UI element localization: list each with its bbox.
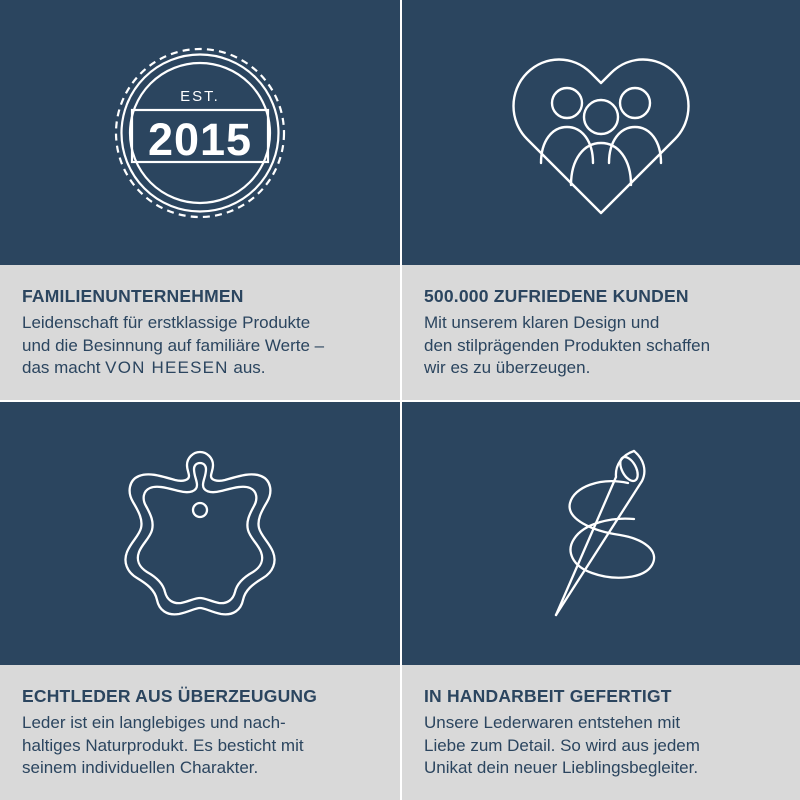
feature-title-family-business: FAMILIENUNTERNEHMEN <box>22 286 244 306</box>
body-line-1: Unsere Lederwaren entstehen mit <box>424 713 681 733</box>
feature-cell-genuine-leather <box>0 400 400 800</box>
feature-body-handmade <box>424 712 778 780</box>
badge-year-label: 2015 <box>147 113 253 165</box>
feature-cell-happy-customers <box>400 0 800 400</box>
feature-title-happy-customers: 500.000 ZUFRIEDENE KUNDEN <box>424 286 689 306</box>
feature-body-family-business <box>22 312 378 380</box>
feature-title-genuine-leather: ECHTLEDER AUS ÜBERZEUGUNG <box>22 686 318 706</box>
feature-cell-handmade <box>400 400 800 800</box>
body-line-3: seinem individuellen Charakter. <box>22 758 259 778</box>
body-line-2: und die Besinnung auf familiäre Werte – <box>22 335 325 355</box>
body-line-3: Unikat dein neuer Lieblingsbegleiter. <box>424 758 699 778</box>
body-line-3: wir es zu überzeugen. <box>424 358 591 378</box>
heart-with-people-icon <box>501 45 701 220</box>
body-line-2: Liebe zum Detail. So wird aus jedem <box>424 735 700 755</box>
needle-and-thread-icon <box>516 439 686 629</box>
body-line-2: den stilprägenden Produkten schaffen <box>424 335 711 355</box>
feature-body-genuine-leather <box>22 712 378 780</box>
brand-name: VON HEESEN <box>105 358 229 378</box>
leather-hide-tag-icon <box>105 444 295 624</box>
body-line-1: Leder ist ein langlebiges und nach- <box>22 713 286 733</box>
icon-area-happy-customers <box>400 0 800 265</box>
icon-area-family-business <box>0 0 400 265</box>
feature-cell-family-business <box>0 0 400 400</box>
feature-title-handmade: IN HANDARBEIT GEFERTIGT <box>424 686 672 706</box>
icon-area-genuine-leather <box>0 400 400 665</box>
body-line-3-post: aus. <box>228 358 266 378</box>
feature-body-happy-customers <box>424 312 778 380</box>
badge-est-label: EST. <box>180 87 220 105</box>
icon-area-handmade <box>400 400 800 665</box>
body-line-3-pre: das macht <box>22 358 106 378</box>
est-2015-badge-icon <box>105 38 295 228</box>
text-area-genuine-leather <box>0 665 400 800</box>
text-area-handmade <box>400 665 800 800</box>
body-line-1: Leidenschaft für erstklassige Produkte <box>22 313 311 333</box>
body-line-2: haltiges Naturprodukt. Es besticht mit <box>22 735 304 755</box>
body-line-1: Mit unserem klaren Design und <box>424 313 660 333</box>
text-area-happy-customers <box>400 265 800 400</box>
text-area-family-business <box>0 265 400 400</box>
